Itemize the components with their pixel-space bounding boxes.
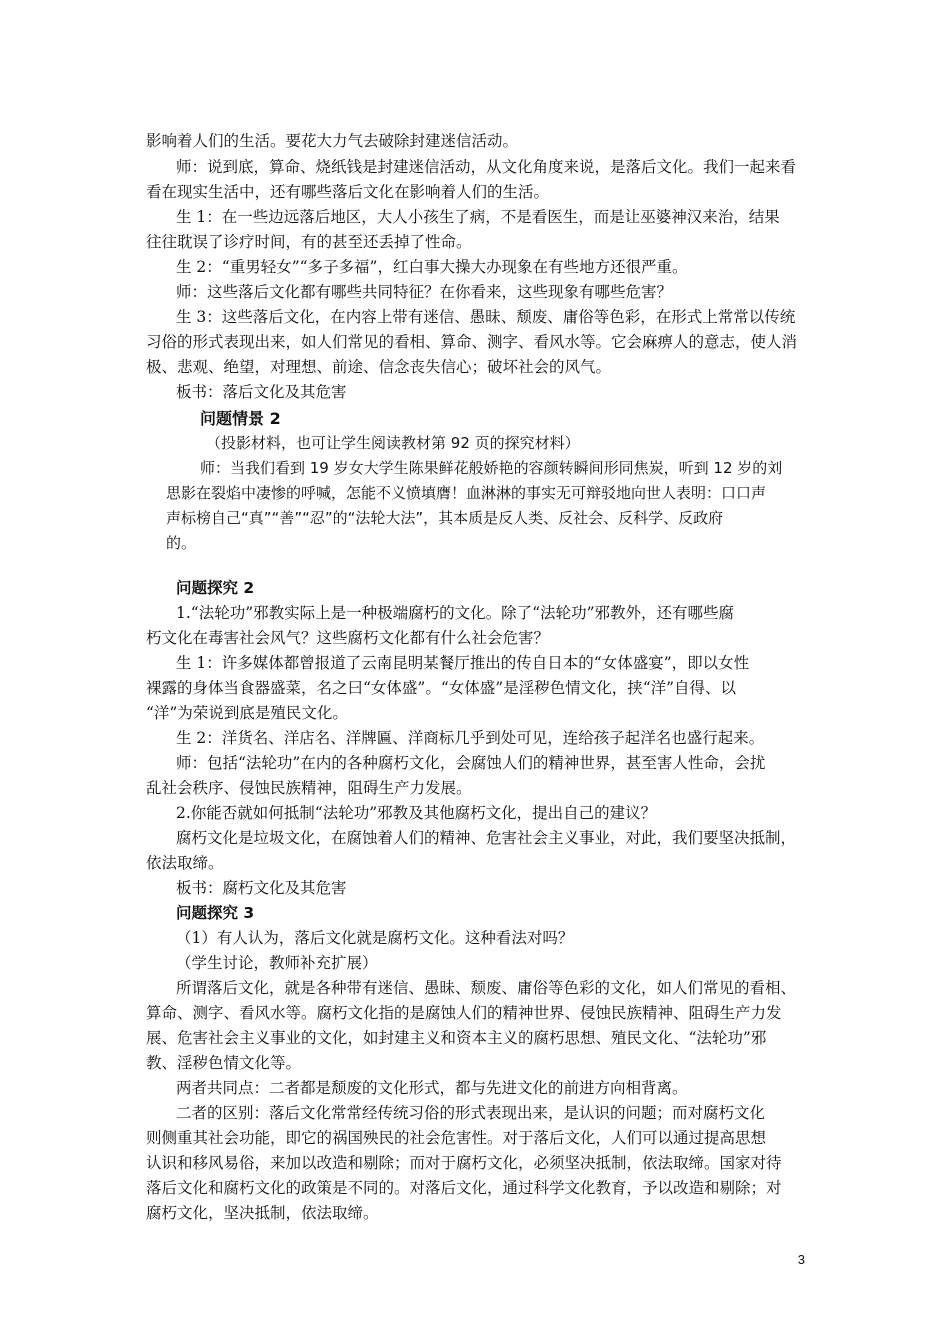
scene2-paragraph-line: 的。: [166, 534, 197, 552]
text-line: 生 3：这些落后文化，在内容上带有迷信、愚昧、颓废、庸俗等色彩，在形式上常常以传统: [176, 308, 796, 326]
text-line: 1.“法轮功”邪教实际上是一种极端腐朽的文化。除了“法轮功”邪教外，还有哪些腐: [176, 604, 734, 622]
text-line: 往往耽误了诊疗时间，有的甚至还丢掉了性命。: [146, 233, 472, 251]
text-line: 乱社会秩序、侵蚀民族精神，阻碍生产力发展。: [146, 779, 472, 797]
text-line: 所谓落后文化，就是各种带有迷信、愚昧、颓废、庸俗等色彩的文化，如人们常见的看相、: [176, 979, 797, 997]
inquiry3-heading: 问题探究 3: [176, 904, 255, 922]
text-line: 依法取缔。: [146, 854, 224, 872]
text-line: 朽文化在毒害社会风气？这些腐朽文化都有什么社会危害？: [146, 629, 550, 647]
text-line: 师：这些落后文化都有哪些共同特征？在你看来，这些现象有哪些危害？: [176, 283, 673, 301]
text-line: 生 1：许多媒体都曾报道了云南昆明某餐厅推出的传自日本的“女体盛宴”，即以女性: [176, 654, 750, 672]
text-line: 看在现实生活中，还有哪些落后文化在影响着人们的生活。: [146, 183, 550, 201]
text-line: 2.你能否就如何抵制“法轮功”邪教及其他腐朽文化，提出自己的建议？: [176, 804, 657, 822]
text-line: 腐朽文化，坚决抵制，依法取缔。: [146, 1204, 379, 1222]
text-line: 生 2：洋货名、洋店名、洋牌匾、洋商标几乎到处可见，连给孩子起洋名也盛行起来。: [176, 729, 765, 747]
text-line: 教、淫秽色情文化等。: [146, 1054, 302, 1072]
page-number: 3: [797, 1252, 805, 1267]
inquiry2-heading: 问题探究 2: [176, 579, 255, 597]
text-line: 展、危害社会主义事业的文化，如封建主义和资本主义的腐朽思想、殖民文化、“法轮功”邪: [146, 1029, 767, 1047]
scene2-heading: 问题情景 2: [200, 409, 281, 428]
text-line: （1）有人认为，落后文化就是腐朽文化。这种看法对吗？: [176, 929, 574, 947]
text-line: 两者共同点：二者都是颓废的文化形式，都与先进文化的前进方向相背离。: [176, 1079, 688, 1097]
text-line: 极、悲观、绝望，对理想、前途、信念丧失信心；破坏社会的风气。: [146, 358, 612, 376]
text-line: 二者的区别：落后文化常常经传统习俗的形式表现出来，是认识的问题；而对腐朽文化: [176, 1104, 766, 1122]
text-line: 师：包括“法轮功”在内的各种腐朽文化，会腐蚀人们的精神世界，甚至害人性命，会扰: [176, 754, 766, 772]
text-line: “洋”为荣说到底是殖民文化。: [146, 704, 348, 722]
text-line: 生 2：“重男轻女”“多子多福”，红白事大操大办现象在有些地方还很严重。: [176, 258, 688, 276]
scene2-paragraph-line: 师：当我们看到 19 岁女大学生陈果鲜花般娇艳的容颜转瞬间形同焦炭，听到 12 岁的刘: [200, 459, 783, 477]
scene2-paragraph-line: 思影在裂焰中凄惨的呼喊，怎能不义愤填膺！血淋淋的事实无可辩驳地向世人表明：口口声: [166, 484, 767, 502]
text-line: （学生讨论，教师补充扩展）: [176, 954, 378, 972]
text-line: 落后文化和腐朽文化的政策是不同的。对落后文化，通过科学文化教育，予以改造和剔除；对: [146, 1179, 782, 1197]
text-line: 生 1：在一些边远落后地区，大人小孩生了病，不是看医生，而是让巫婆神汉来治，结果: [176, 208, 780, 226]
text-line: 影响着人们的生活。要花大力气去破除封建迷信活动。: [146, 132, 519, 150]
text-line: 裸露的身体当食器盛菜，名之曰“女体盛”。“女体盛”是淫秽色情文化，挟“洋”自得、以: [146, 679, 737, 697]
text-line: 则侧重其社会功能，即它的祸国殃民的社会危害性。对于落后文化，人们可以通过提高思想: [146, 1129, 767, 1147]
text-line: 腐朽文化是垃圾文化，在腐蚀着人们的精神、危害社会主义事业，对此，我们要坚决抵制，: [176, 829, 797, 847]
scene2-subtitle: （投影材料，也可让学生阅读教材第 92 页的探究材料）: [206, 434, 580, 452]
text-line: 习俗的形式表现出来，如人们常见的看相、算命、测字、看风水等。它会麻痹人的意志，使人消: [146, 333, 798, 351]
text-line: 认识和移风易俗，来加以改造和剔除；而对于腐朽文化，必须坚决抵制，依法取缔。国家对待: [146, 1154, 782, 1172]
text-line: 算命、测字、看风水等。腐朽文化指的是腐蚀人们的精神世界、侵蚀民族精神、阻碍生产力发: [146, 1004, 782, 1022]
text-line: 师：说到底，算命、烧纸钱是封建迷信活动，从文化角度来说，是落后文化。我们一起来看: [176, 158, 797, 176]
text-line: 板书：落后文化及其危害: [176, 383, 347, 401]
scene2-paragraph-line: 声标榜自己“真”“善”“忍”的“法轮大法”，其本质是反人类、反社会、反科学、反政府: [166, 509, 724, 527]
text-line: 板书：腐朽文化及其危害: [176, 879, 347, 897]
